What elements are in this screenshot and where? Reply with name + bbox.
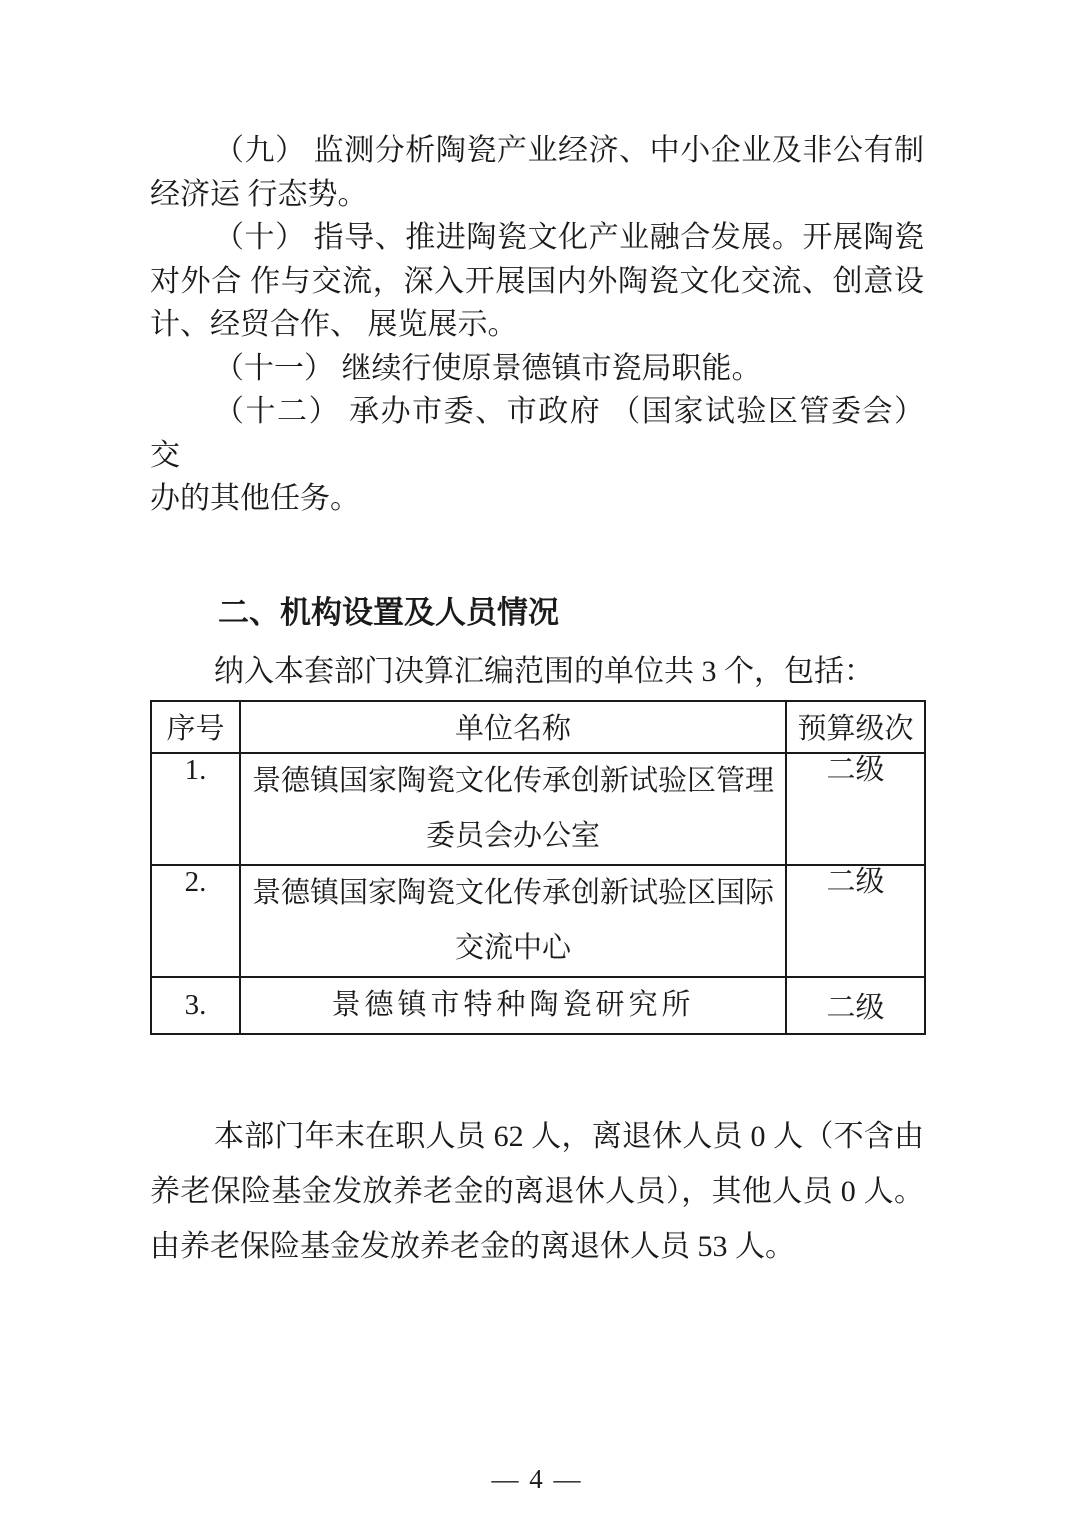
units-table-body (151, 753, 925, 1034)
seq-cell: 3. (151, 977, 240, 1034)
budget-level-cell: 二级 (786, 753, 925, 865)
unit-name-cell (240, 977, 786, 1034)
body-line: （十一） 继续行使原景德镇市瓷局职能。 (214, 351, 762, 385)
table-intro-line: 纳入本套部门决算汇编范围的单位共 3 个，包括： (214, 654, 874, 688)
unit-name-line: 景德镇国家陶瓷文化传承创新试验区管理 (251, 764, 774, 797)
personnel-paragraph (150, 1109, 924, 1274)
body-line: 办的其他任务。 (150, 482, 360, 515)
units-table-head (151, 701, 925, 753)
section-heading: 二、机构设置及人员情况 (218, 594, 559, 630)
unit-name-line: 景德镇国家陶瓷文化传承创新试验区国际 (251, 876, 774, 909)
body-line: 计、经贸合作、 展览展示。 (150, 308, 518, 341)
duties-paragraphs (150, 129, 932, 521)
table-header-row (151, 701, 925, 753)
page-number: — 4 — (491, 1463, 583, 1494)
unit-name-line: 景德镇市特种陶瓷研究所 (331, 988, 695, 1021)
seq-cell: 1. (151, 753, 240, 865)
closing-line: 养老保险基金发放养老金的离退休人员），其他人员 0 人。 (150, 1174, 924, 1208)
body-line: 经济运 行态势。 (150, 177, 368, 211)
budget-level-cell: 二级 (786, 977, 925, 1034)
unit-name-line: 委员会办公室 (425, 819, 600, 852)
seq-cell: 2. (151, 865, 240, 977)
body-line: （十二） 承办市委、市政府 （国家试验区管委会） 交 (150, 395, 932, 472)
body-line: 对外合 作与交流，深入开展国内外陶瓷文化交流、创意设 (150, 264, 924, 298)
closing-line: 由养老保险基金发放养老金的离退休人员 53 人。 (150, 1229, 795, 1263)
table-row (151, 753, 925, 865)
closing-line: 本部门年末在职人员 62 人，离退休人员 0 人（不含由 (214, 1119, 924, 1153)
unit-name-line: 交流中心 (454, 931, 571, 964)
body-line: （十） 指导、推进陶瓷文化产业融合发展。开展陶瓷 (214, 221, 924, 254)
table-row (151, 865, 925, 977)
table-row (151, 977, 925, 1034)
col-header-budget-level: 预算级次 (786, 701, 925, 753)
body-line: （九） 监测分析陶瓷产业经济、中小企业及非公有制 (214, 134, 924, 167)
units-table (150, 700, 926, 1035)
budget-level-cell: 二级 (786, 865, 925, 977)
unit-name-cell (240, 753, 786, 865)
col-header-seq: 序号 (151, 701, 240, 753)
col-header-unit-name: 单位名称 (240, 701, 786, 753)
unit-name-cell (240, 865, 786, 977)
